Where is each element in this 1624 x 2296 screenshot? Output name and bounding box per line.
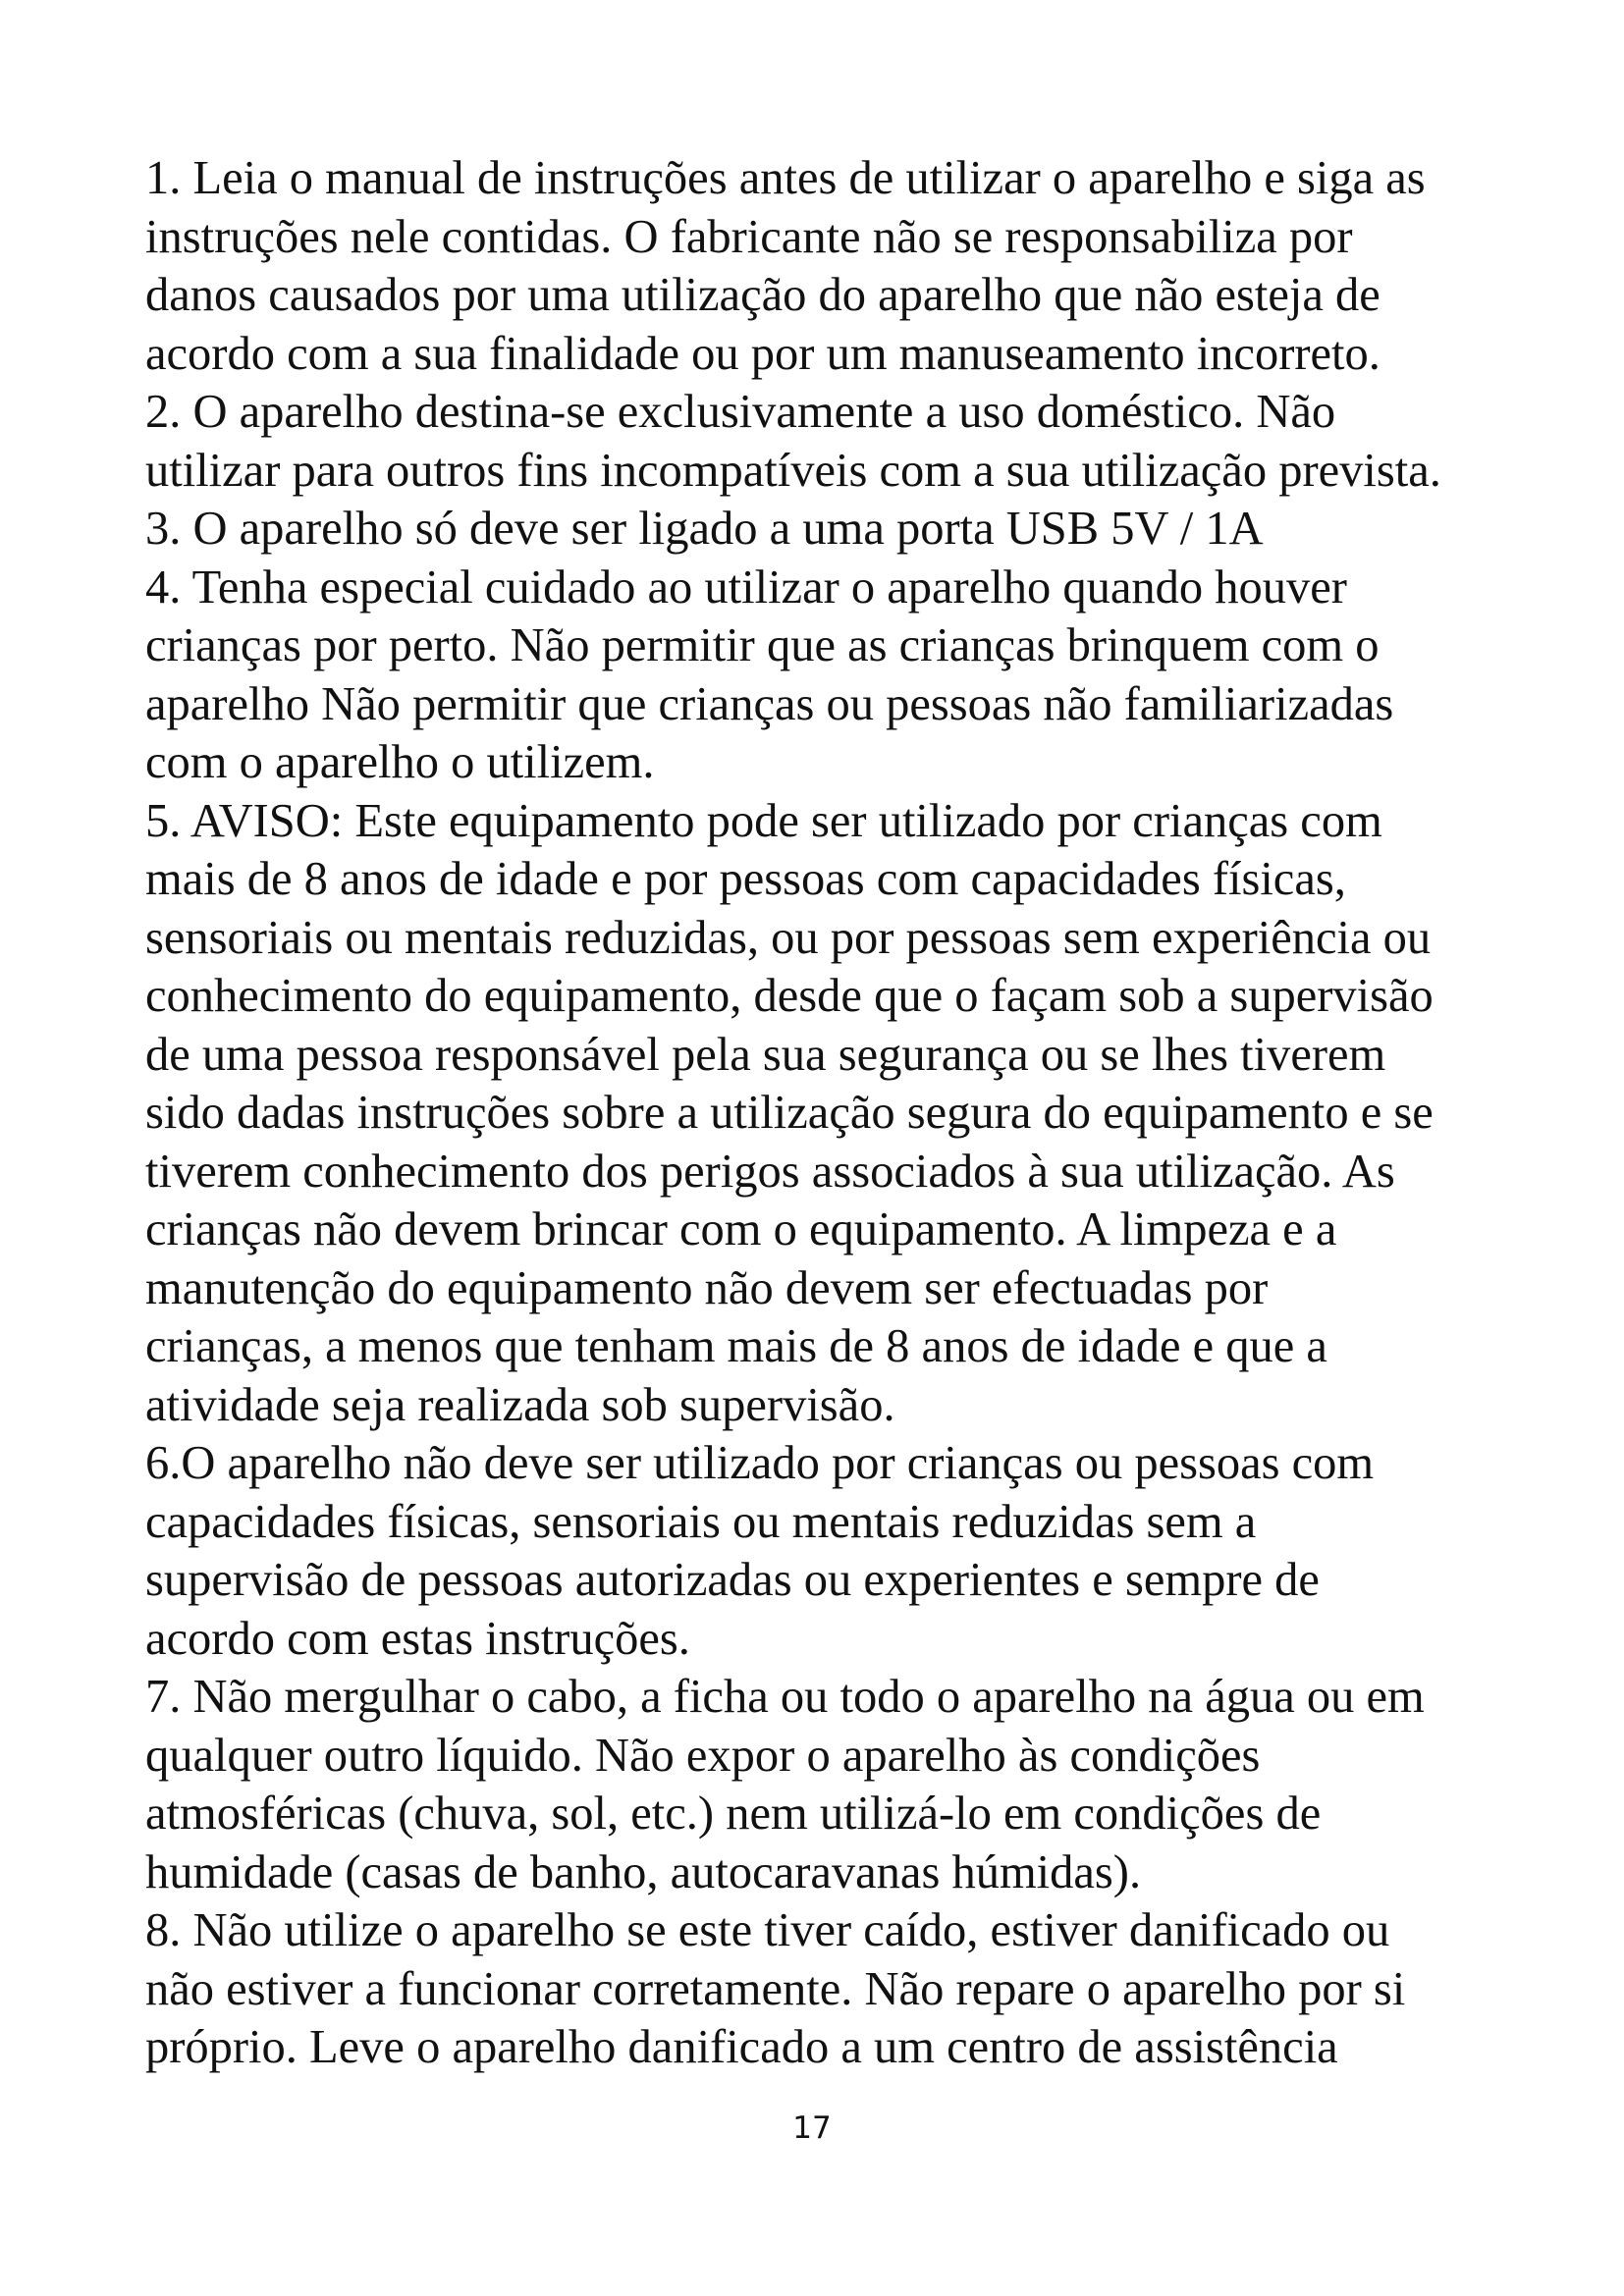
text-line: sido dadas instruções sobre a utilização segura do equipamento e se	[145, 1087, 1434, 1139]
text-line: próprio. Leve o aparelho danificado a um centro de assistência	[145, 2021, 1338, 2073]
text-line: crianças por perto. Não permitir que as crianças brinquem com o	[145, 619, 1380, 671]
text-line: 5. AVISO: Este equipamento pode ser utilizado por crianças com	[145, 794, 1382, 847]
text-line: não estiver a funcionar corretamente. Não repare o aparelho por si	[145, 1962, 1406, 2015]
text-line: qualquer outro líquido. Não expor o aparelho às condições	[145, 1729, 1261, 1782]
text-line: capacidades físicas, sensoriais ou mentais reduzidas sem a	[145, 1495, 1257, 1548]
text-line: 2. O aparelho destina-se exclusivamente a uso doméstico. Não	[145, 386, 1336, 438]
text-line: 4. Tenha especial cuidado ao utilizar o aparelho quando houver	[145, 561, 1347, 614]
text-line: 6.O aparelho não deve ser utilizado por crianças ou pessoas com	[145, 1437, 1375, 1489]
text-line: com o aparelho o utilizem.	[145, 736, 655, 788]
text-line: manutenção do equipamento não devem ser efectuadas por	[145, 1261, 1269, 1314]
text-line: humidade (casas de banho, autocaravanas húmidas).	[145, 1845, 1142, 1898]
text-line: tiverem conhecimento dos perigos associados à sua utilização. As	[145, 1145, 1395, 1198]
text-line: 1. Leia o manual de instruções antes de utilizar o aparelho e siga as	[145, 152, 1426, 204]
instructions-text	[145, 149, 1540, 2077]
text-line: crianças não devem brincar com o equipamento. A limpeza e a	[145, 1203, 1337, 1255]
text-line: 8. Não utilize o aparelho se este tiver caído, estiver danificado ou	[145, 1904, 1390, 1956]
text-line: sensoriais ou mentais reduzidas, ou por pessoas sem experiência ou	[145, 911, 1432, 964]
text-line: acordo com a sua finalidade ou por um manuseamento incorreto.	[145, 327, 1380, 380]
text-line: acordo com estas instruções.	[145, 1612, 690, 1665]
text-line: utilizar para outros fins incompatíveis com a sua utilização prevista.	[145, 444, 1441, 497]
text-line: 7. Não mergulhar o cabo, a ficha ou todo o aparelho na água ou em	[145, 1671, 1425, 1723]
text-line: atmosféricas (chuva, sol, etc.) nem utilizá-lo em condições de	[145, 1788, 1322, 1840]
text-line: aparelho Não permitir que crianças ou pessoas não familiarizadas	[145, 677, 1394, 730]
text-line: de uma pessoa responsável pela sua segurança ou se lhes tiverem	[145, 1028, 1386, 1081]
text-line: 3. O aparelho só deve ser ligado a uma porta USB 5V / 1A	[145, 503, 1264, 555]
text-line: mais de 8 anos de idade e por pessoas com capacidades físicas,	[145, 853, 1346, 905]
page-number: 17	[792, 2110, 832, 2146]
text-line: danos causados por uma utilização do aparelho que não esteja de	[145, 269, 1380, 321]
text-line: atividade seja realizada sob supervisão.	[145, 1378, 895, 1431]
text-line: supervisão de pessoas autorizadas ou experientes e sempre de	[145, 1554, 1320, 1606]
text-line: crianças, a menos que tenham mais de 8 anos de idade e que a	[145, 1320, 1327, 1372]
text-line: instruções nele contidas. O fabricante não se responsabiliza por	[145, 210, 1353, 263]
text-line: conhecimento do equipamento, desde que o façam sob a supervisão	[145, 970, 1434, 1022]
